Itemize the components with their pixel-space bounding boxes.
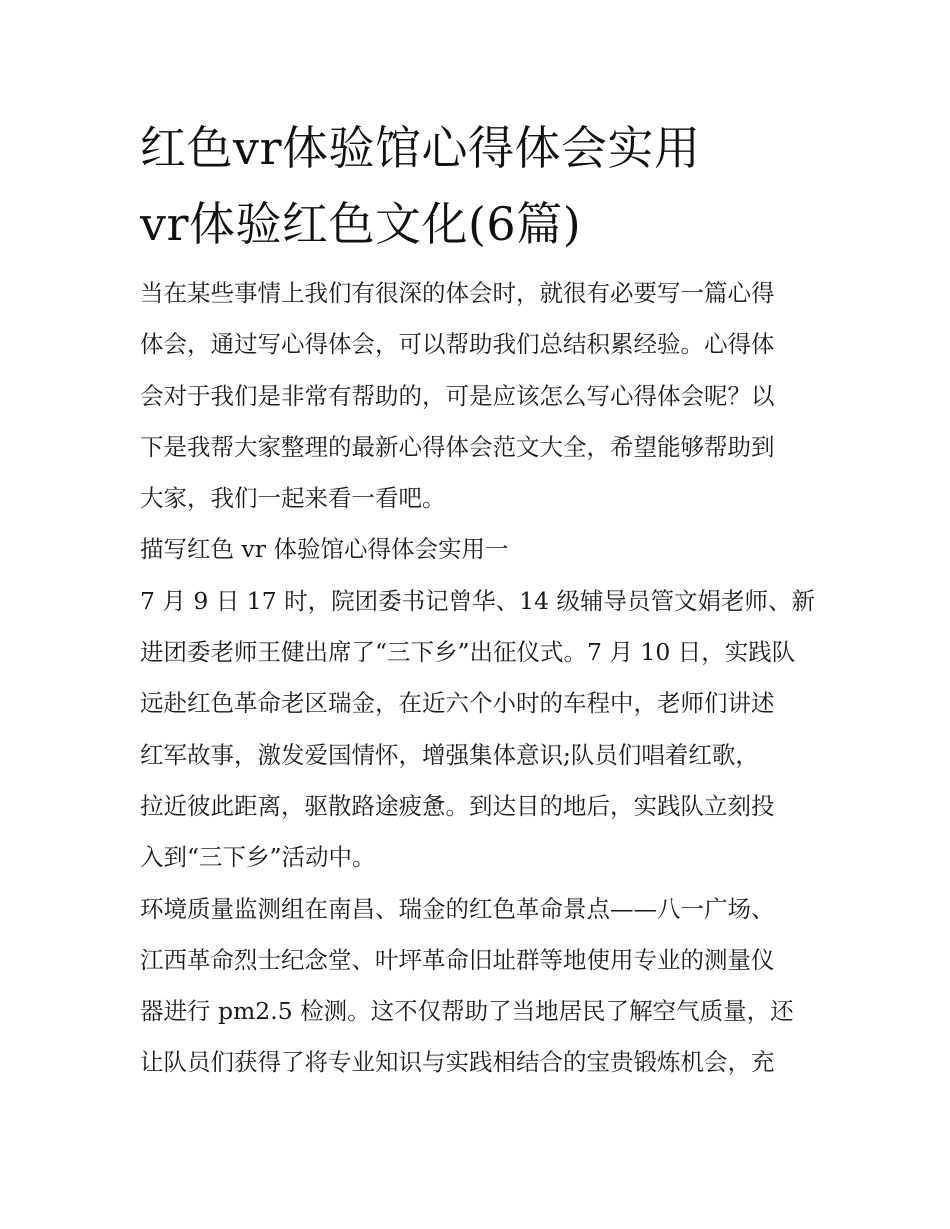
- text-line: 远赴红色革命老区瑞金，在近六个小时的车程中，老师们讲述: [140, 689, 775, 718]
- text-line: 下是我帮大家整理的最新心得体会范文大全，希望能够帮助到: [140, 432, 775, 461]
- text-line: 进团委老师王健出席了“三下乡”出征仪式。7 月 10 日，实践队: [140, 638, 796, 667]
- text-line: 7 月 9 日 17 时，院团委书记曾华、14 级辅导员管文娟老师、新: [140, 586, 816, 615]
- title-line: vr体验红色文化(6篇): [140, 197, 582, 251]
- title-line: 红色vr体验馆心得体会实用: [140, 121, 701, 175]
- paragraph: [140, 884, 812, 1089]
- text-line: 当在某些事情上我们有很深的体会时，就很有必要写一篇心得: [140, 279, 775, 307]
- section-heading-text: 描写红色 vr 体验馆心得体会实用一: [140, 535, 509, 564]
- document-title: [140, 110, 812, 262]
- text-line: 环境质量监测组在南昌、瑞金的红色革命景点——八一广场、: [140, 894, 775, 923]
- text-line: 体会，通过写心得体会，可以帮助我们总结积累经验。心得体: [140, 330, 775, 359]
- section-heading: [140, 524, 812, 575]
- text-line: 红军故事，激发爱国情怀，增强集体意识;队员们唱着红歌，: [140, 740, 759, 769]
- text-line: 拉近彼此距离，驱散路途疲惫。到达目的地后，实践队立刻投: [140, 791, 775, 820]
- paragraph: [140, 576, 816, 884]
- text-line: 会对于我们是非常有帮助的，可是应该怎么写心得体会呢？以: [140, 381, 775, 410]
- text-line: 器进行 pm2.5 检测。这不仅帮助了当地居民了解空气质量，还: [140, 997, 794, 1026]
- text-line: 入到“三下乡”活动中。: [140, 843, 376, 872]
- document-page: [140, 110, 816, 1089]
- document-body: [140, 268, 816, 1089]
- text-line: 大家，我们一起来看一看吧。: [140, 484, 446, 513]
- intro-paragraph: [140, 268, 812, 524]
- text-line: 让队员们获得了将专业知识与实践相结合的宝贵锻炼机会，充: [140, 1048, 775, 1077]
- text-line: 江西革命烈士纪念堂、叶坪革命旧址群等地使用专业的测量仪: [140, 945, 775, 974]
